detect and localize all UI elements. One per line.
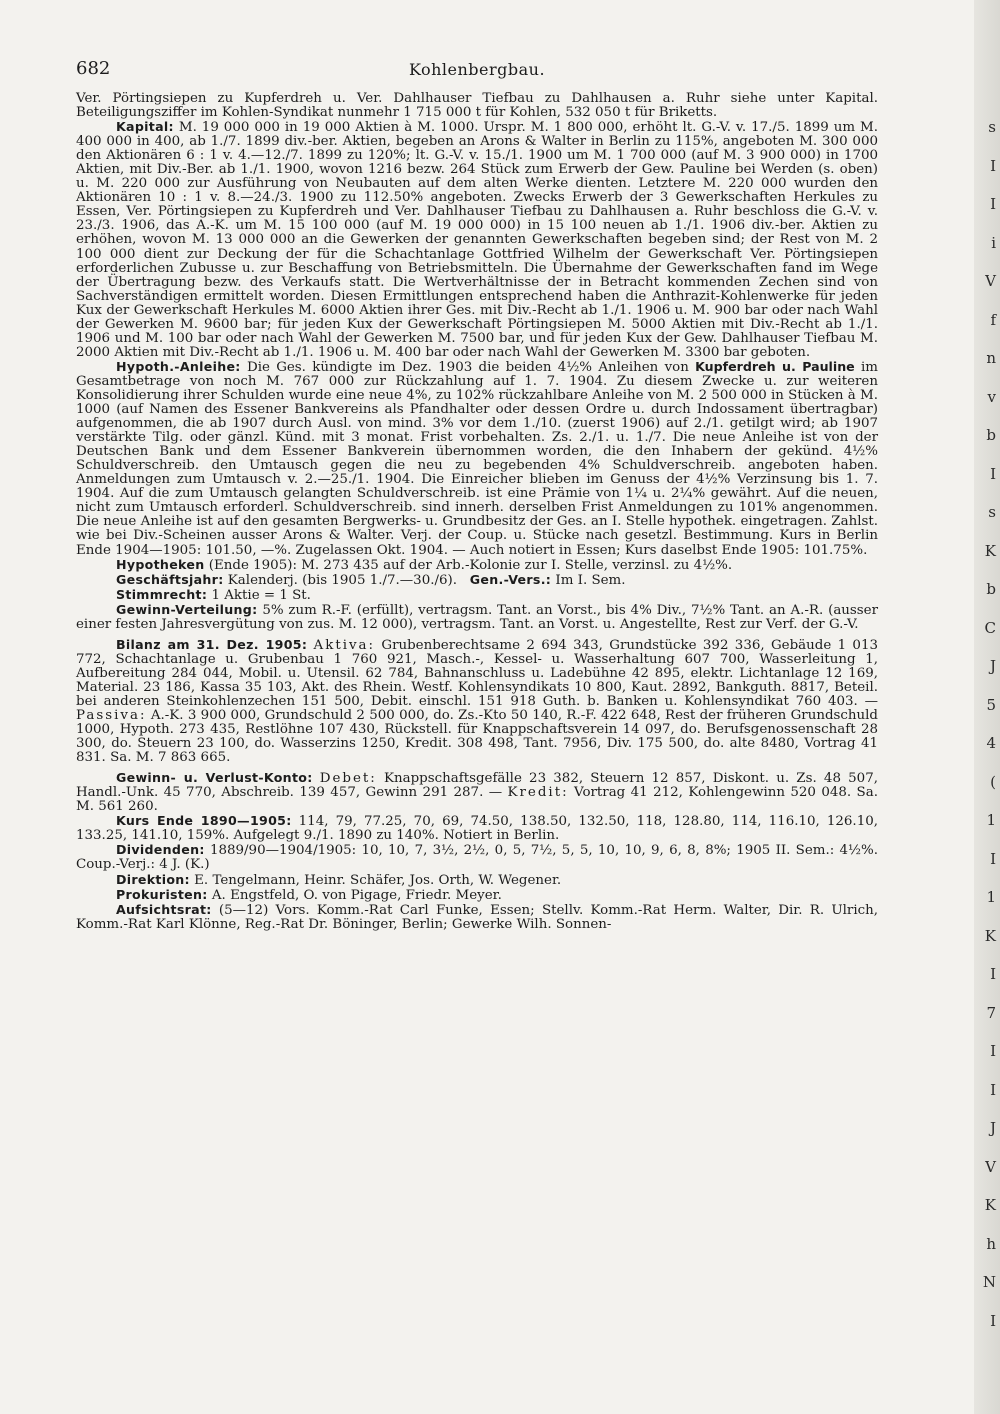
margin-ghost-char: C [984,618,996,637]
body-text [76,92,878,932]
intro-text: Ver. Pörtingsiepen zu Kupferdreh u. Ver. Dahlhauser Tiefbau zu Dahlhausen a. Ruhr siehe unter Kapital. Beteiligungsziffer im Kohlen-Syndikat nunmehr 1 715 000 t für Kohlen, 532 050 t für Briketts. [76,91,878,121]
hypotheken-text: (Ende 1905): M. 273 435 auf der Arb.-Kolonie zur I. Stelle, verzinsl. zu 4½%. [208,557,733,573]
margin-ghost-char: N [982,1273,996,1291]
bilanz-passiva-text: A.-K. 3 900 000, Grundschuld 2 500 000, do. Zs.-Kto 50 140, R.-F. 422 648, Rest der früheren Grundschuld 1000, Hypoth. 273 435, Restlöhne 107 430, Rückstell. für Knappschaftsverein 14 097, do. Berufsgenossenschaft 28 300, do. Steuern 23 100, do. Wasserzins 1250, Kredit. 308 498, Tant. 7956, Div. 175 500, do. alte 8480, Vortrag 41 831. Sa. M. 7 863 665. [76,708,878,766]
paragraph-aufsichtsrat [76,903,878,932]
margin-ghost-char: 1 [986,888,996,906]
hypoth-anleihe-bold: Kupferdreh u. Pauline [695,358,855,374]
margin-ghost-char: V [985,272,996,290]
stimmrecht-label: Stimmrecht: [116,586,208,602]
gewinn-verlust-label: Gewinn- u. Verlust-Konto: [116,770,313,786]
margin-ghost-char: s [988,503,996,521]
margin-ghost-char: f [990,310,996,329]
paragraph-kapital [76,120,878,360]
margin-ghost-char: I [990,1080,996,1099]
geschaeftsjahr-label: Geschäftsjahr: [116,571,224,587]
prokuristen-label: Prokuristen: [116,886,208,902]
paragraph-geschaeftsjahr [76,573,878,588]
gewinn-verlust-kredit-text: Vortrag 41 212, Kohlengewinn 520 048. Sa. M. 561 260. [76,785,878,815]
gen-vers-label: Gen.-Vers.: [469,571,552,587]
prokuristen-text: A. Engstfeld, O. von Pigage, Friedr. Meyer. [211,887,502,903]
gewinn-verteilung-text: 5% zum R.-F. (erfüllt), vertragsm. Tant. an Vorst., bis 4% Div., 7½% Tant. an A.-R. (ausser einer festen Jahresvergütung von zus. M. 12 000), vertragsm. Tant. an Vorst. u. Angestellte, Rest zur Verf. der G.-V. [76,602,878,632]
page [76,56,878,932]
direktion-label: Direktion: [116,871,190,887]
paragraph-hypotheken [76,558,878,573]
margin-ghost-char: I [990,156,996,175]
aufsichtsrat-label: Aufsichtsrat: [116,901,212,917]
dividenden-text: 1889/90—1904/1905: 10, 10, 7, 3½, 2½, 0, 5, 7½, 5, 5, 10, 10, 9, 6, 8, 8%; 1905 II. Sem.: 4½%. Coup.-Verj.: 4 J. (K.) [76,843,878,873]
margin-ghost-char: s [988,118,996,136]
hypoth-anleihe-text: im Gesamtbetrage von noch M. 767 000 zur Rückzahlung auf 1. 7. 1904. Zu diesem Zwecke u. zur weiteren Konsolidierung ihrer Schulden wurde eine neue 4%, zu 102% rückzahlbare Anleihe von M. 2 500 000 in Stücken à M. 1000 (auf Namen des Essener Bankvereins als Pfandhalter oder dessen Ordre u. durch Indossament übertragbar) aufgenommen, die ab 1907 durch Ausl. von mind. 3% vor dem 1./10. (zuerst 1906) auf 2./1. getilgt wird; ab 1907 verstärkte Tilg. oder gänzl. Künd. mit 3 monat. Frist vorbehalten. Zs. 2./1. u. 1./7. Die neue Anleihe ist von der Deutschen Bank und dem Essener Bankverein übernommen worden, die den Inhabern der gekünd. 4½% Schuldverschreib. den Umtausch gegen die neu zu begebenden 4% Schuldverschreib. angeboten haben. Anmeldungen zum Umtausch v. 2.—25./1. 1904. Die Einreicher blieben im Genuss der 4½% Verzinsung bis 1. 7. 1904. Auf die zum Umtausch gelangten Schuldverschreib. ist eine Prämie von 1¼ u. 2¼% gewährt. Auf die neuen, nicht zum Umtausch erforderl. Schuldverschreib. sind innerh. derselben Frist Anmeldungen zu 101% angenommen. Die neue Anleihe ist auf den gesamten Bergwerks- u. Grundbesitz der Ges. an I. Stelle hypothek. eingetragen. Zahlst. wie bei Div.-Scheinen ausser Arons & Walter. Verj. der Coup. u. Stücke nach gesetzl. Bestimmung. Kurs in Berlin Ende 1904—1905: 101.50, —%. Zugelassen Okt. 1904. — Auch notiert in Essen; Kurs daselbst Ende 1905: 101.75%. [76,359,878,558]
aktiva-label: Aktiva: [313,637,376,653]
kredit-label: Kredit: [507,785,569,801]
kurs-label: Kurs Ende 1890—1905: [116,813,292,829]
margin-ghost-char: I [990,195,996,213]
margin-ghost-char: K [984,541,996,560]
stimmrecht-text: 1 Aktie = 1 St. [211,587,311,603]
paragraph-gewinn-verlust [76,771,878,814]
bilanz-aktiva-text: Grubenberechtsame 2 694 343, Grundstücke 392 336, Gebäude 1 013 772, Schachtanlage u. Grubenbau 1 760 921, Masch.-, Kessel- u. Wasserhaltung 607 700, Wasserleitung 1, Aufbereitung 284 044, Mobil. u. Utensil. 62 784, Bahnanschluss u. Ladebühne 42 895, elektr. Lichtanlage 12 169, Material. 23 186, Kassa 35 103, Akt. des Rhein. Westf. Kohlensyndikats 10 800, Kaut. 2892, Bankguth. 8817, Beteil. bei anderen Steinkohlenzechen 151 500, Debit. einschl. 151 918 Guth. b. Banken u. Kohlensyndikat 760 403. — [76,637,878,709]
margin-ghost-char: 1 [986,811,996,829]
hypoth-anleihe-text-before: Die Ges. kündigte im Dez. 1903 die beiden 4½% Anleihen von [246,359,689,375]
paragraph-direktion [76,873,878,888]
margin-ghost-char: I [990,965,996,983]
margin-ghost-char: J [989,657,996,675]
kapital-label: Kapital: [116,119,174,135]
gen-vers-text: Im I. Sem. [555,572,626,588]
margin-ghost-char: J [989,1119,996,1137]
paragraph-stimmrecht [76,588,878,603]
kapital-text: M. 19 000 000 in 19 000 Aktien à M. 1000. Urspr. M. 1 800 000, erhöht lt. G.-V. v. 17./5. 1899 um M. 400 000 in 400, ab 1./7. 1899 div.-ber. Aktien, begeben an Arons & Walter in Berlin zu 115%, angeboten M. 300 000 den Aktionären 6 : 1 v. 4.—12./7. 1899 zu 120%; lt. G.-V. v. 15./1. 1900 um M. 1 700 000 (auf M. 3 900 000) in 1700 Aktien, mit Div.-Ber. ab 1./1. 1900, wovon 1216 bezw. 264 Stück zum Erwerb der Gew. Pauline bei Werden (s. oben) u. M. 220 000 zur Ausführung von Neubauten auf dem alten Werke dienten. Letztere M. 220 000 wurden den Aktionären 10 : 1 v. 8.—24./3. 1900 zu 112.50% angeboten. Zwecks Erwerb der 3 Gewerkschaften Herkules zu Essen, Ver. Pörtingsiepen zu Kupferdreh und Ver. Dahlhauser Tiefbau zu Dahlhausen a. Ruhr beschloss die G.-V. v. 23./3. 1906, das A.-K. um M. 15 100 000 (auf M. 19 000 000) in 15 100 neuen ab 1./1. 1906 div.-ber. Aktien zu erhöhen, wovon M. 13 000 000 an die Gewerken der genannten Gewerkschaften begeben sind; der Rest von M. 2 100 000 dient zur Deckung der für die Schachtanlage Gottfried Wilhelm der Gewerkschaft Ver. Pörtingsiepen erforderlichen Zubusse u. zur Beschaffung von Betriebsmitteln. Die Übernahme der Gewerkschaften fand im Wege der Übertragung bezw. des Verkaufs statt. Die Wertverhältnisse der in Betracht kommenden Zechen sind von Sachverständigen ermittelt worden. Diesen Ermittlungen entsprechend haben die Anthrazit-Kohlenwerke für jeden Kux der Gewerkschaft Herkules M. 6000 Aktien ihrer Ges. mit Div.-Recht ab 1./1. 1906 u. M. 900 bar oder nach Wahl der Gewerken M. 9600 bar; für jeden Kux der Gewerkschaft Pörtingsiepen M. 5000 Aktien mit Div.-Recht ab 1./1. 1906 und M. 100 bar oder nach Wahl der Gewerken M. 7500 bar, und für jeden Kux der Gew. Dahlhauser Tiefbau M. 2000 Aktien mit Div.-Recht ab 1./1. 1906 u. M. 400 bar oder nach Wahl der Gewerken M. 3300 bar geboten. [76,120,879,360]
dividenden-label: Dividenden: [116,842,205,858]
margin-ghost-char: K [984,926,996,945]
geschaeftsjahr-text: Kalenderj. (bis 1905 1./7.—30./6). [227,572,457,588]
page-number: 682 [76,58,111,79]
margin-ghost-char: 5 [986,695,996,714]
paragraph-bilanz [76,638,878,765]
margin-ghost-char: b [986,426,996,444]
margin-ghost-char: ( [990,772,996,791]
kurs-text: 114, 79, 77.25, 70, 69, 74.50, 138.50, 132.50, 118, 128.80, 114, 116.10, 126.10, 133.25, 141.10, 159%. Aufgelegt 9./1. 1890 zu 140%. Notiert in Berlin. [76,814,878,844]
page-header [76,56,878,92]
running-title: Kohlenbergbau. [408,60,546,79]
margin-ghost-char: i [991,233,996,252]
margin-ghost-char: n [986,349,996,367]
margin-ghost-char: I [990,849,996,868]
paragraph-kurs [76,814,878,843]
margin-ghost-char: V [985,1157,996,1176]
aufsichtsrat-text: (5—12) Vors. Komm.-Rat Carl Funke, Essen; Stellv. Komm.-Rat Herm. Walter, Dir. R. Ulrich, Komm.-Rat Karl Klönne, Reg.-Rat Dr. Böninger, Berlin; Gewerke Wilh. Sonnen- [76,902,878,932]
hypotheken-label: Hypotheken [116,556,205,572]
paragraph-intro [76,92,878,120]
hypoth-anleihe-label: Hypoth.-Anleihe: [116,358,241,374]
margin-ghost-char: h [986,1234,996,1253]
gewinn-verteilung-label: Gewinn-Verteilung: [116,601,258,617]
margin-ghost-char: I [990,1042,996,1060]
margin-ghost-char: I [990,464,996,483]
margin-ghost-char: 4 [986,734,996,752]
gewinn-verlust-debet-text: Knappschaftsgefälle 23 382, Steuern 12 857, Diskont. u. Zs. 48 507, Handl.-Unk. 45 770, Abschreib. 139 457, Gewinn 291 287. — [76,771,878,801]
margin-ghost-char: v [987,387,996,406]
paragraph-gewinn-verteilung [76,603,878,632]
paragraph-dividenden [76,843,878,872]
margin-ghost-char: I [990,1311,996,1330]
margin-ghost-char: b [986,580,996,598]
paragraph-prokuristen [76,888,878,903]
direktion-text: E. Tengelmann, Heinr. Schäfer, Jos. Orth, W. Wegener. [194,872,562,888]
passiva-label: Passiva: [76,708,147,724]
debet-label: Debet: [319,771,377,787]
paragraph-hypoth-anleihe [76,360,878,558]
margin-ghost-char: K [984,1196,996,1214]
bilanz-label: Bilanz am 31. Dez. 1905: [116,636,308,652]
margin-ghost-char: 7 [986,1003,996,1022]
